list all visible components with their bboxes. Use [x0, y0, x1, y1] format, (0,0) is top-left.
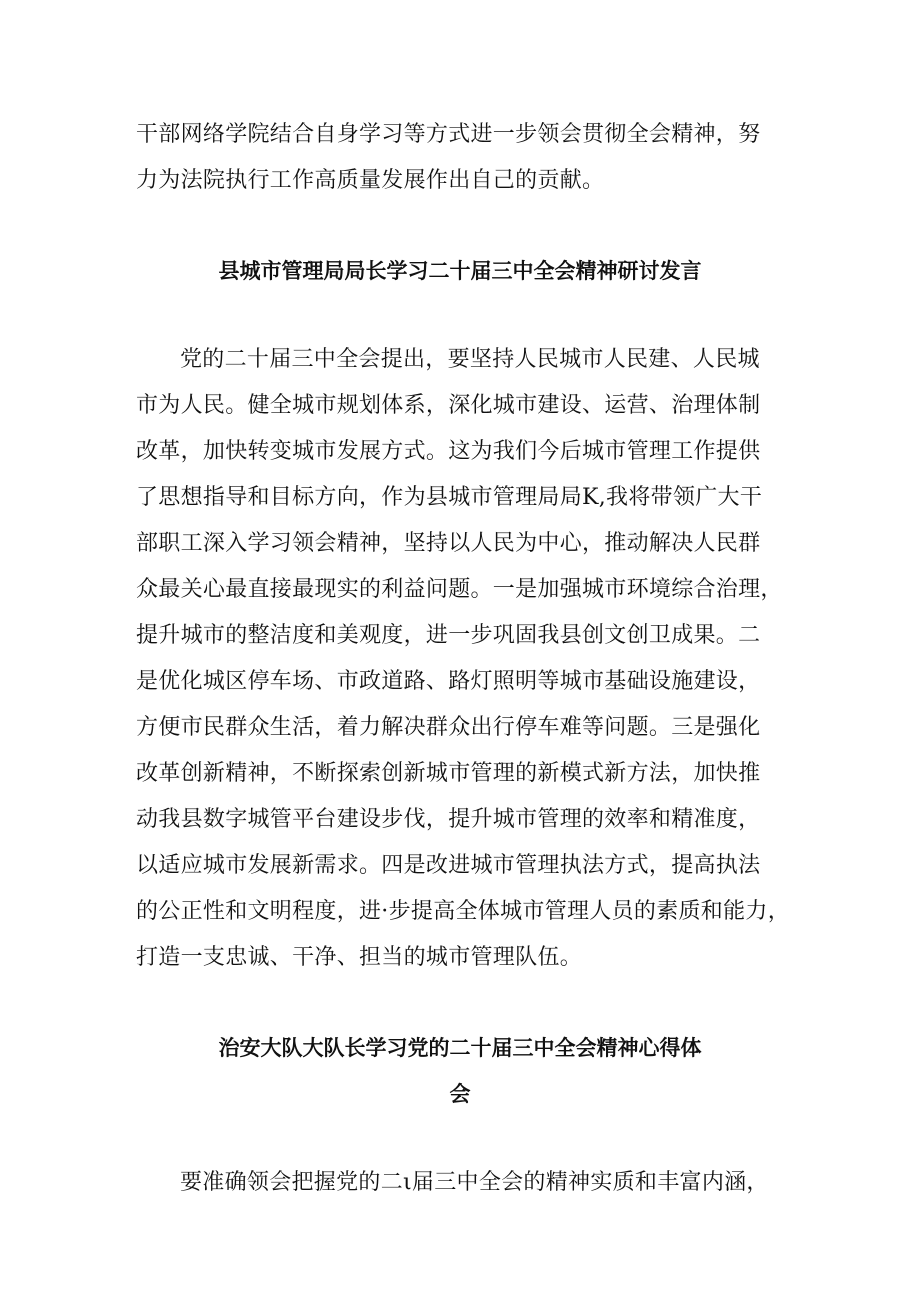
body-line: 动我县数字城管平台建设步伐，提升城市管理的效率和精准度， [136, 807, 761, 832]
body-line: 了思想指导和目标方向，作为县城市管理局局K,我将带领广大干 [136, 485, 763, 510]
section-title: 治安大队大队长学习党的二十届三中全会精神心得体 [218, 1036, 702, 1060]
body-line: 打造一支忠诚、干净、担当的城市管理队伍。 [136, 945, 583, 970]
body-line: 部职工深入学习领会精神，坚持以人民为中心，推动解决人民群 [136, 531, 761, 556]
section-title: 县城市管理局局长学习二十届三中全会精神研讨发言 [218, 259, 702, 283]
body-line: 的公正性和文明程度，进·步提高全体城市管理人员的素质和能力， [136, 899, 790, 924]
body-line: 是优化城区停车场、市政道路、路灯照明等城市基础设施建设， [136, 669, 761, 694]
body-line: 市为人民。健全城市规划体系，深化城市建设、运营、治理体制 [136, 393, 761, 418]
body-line: 方便市民群众生活，着力解决群众出行停车难等问题。三是强化 [136, 715, 761, 740]
body-line: 改革创新精神，不断探索创新城市管理的新模式新方法，加快推 [136, 761, 761, 786]
section-title-continuation: 会 [449, 1082, 471, 1106]
body-line: 以适应城市发展新需求。四是改进城市管理执法方式，提高执法 [136, 853, 761, 878]
intro-line: 干部网络学院结合自身学习等方式进一步领会贯彻全会精神，努 [136, 122, 761, 147]
intro-line: 力为法院执行工作高质量发展作出自己的贡献。 [136, 168, 605, 193]
body-line: 众最关心最直接最现实的利益问题。一是加强城市环境综合治理， [136, 577, 783, 602]
body-line: 改革，加快转变城市发展方式。这为我们今后城市管理工作提供 [136, 439, 761, 464]
body-line: 要准确领会把握党的二ι届三中全会的精神实质和丰富内涵， [180, 1170, 769, 1195]
body-line: 提升城市的整洁度和美观度，进一步巩固我县创文创卫成果。二 [136, 623, 761, 648]
body-line: 党的二十届三中全会提出，要坚持人民城市人民建、人民城 [180, 347, 760, 372]
